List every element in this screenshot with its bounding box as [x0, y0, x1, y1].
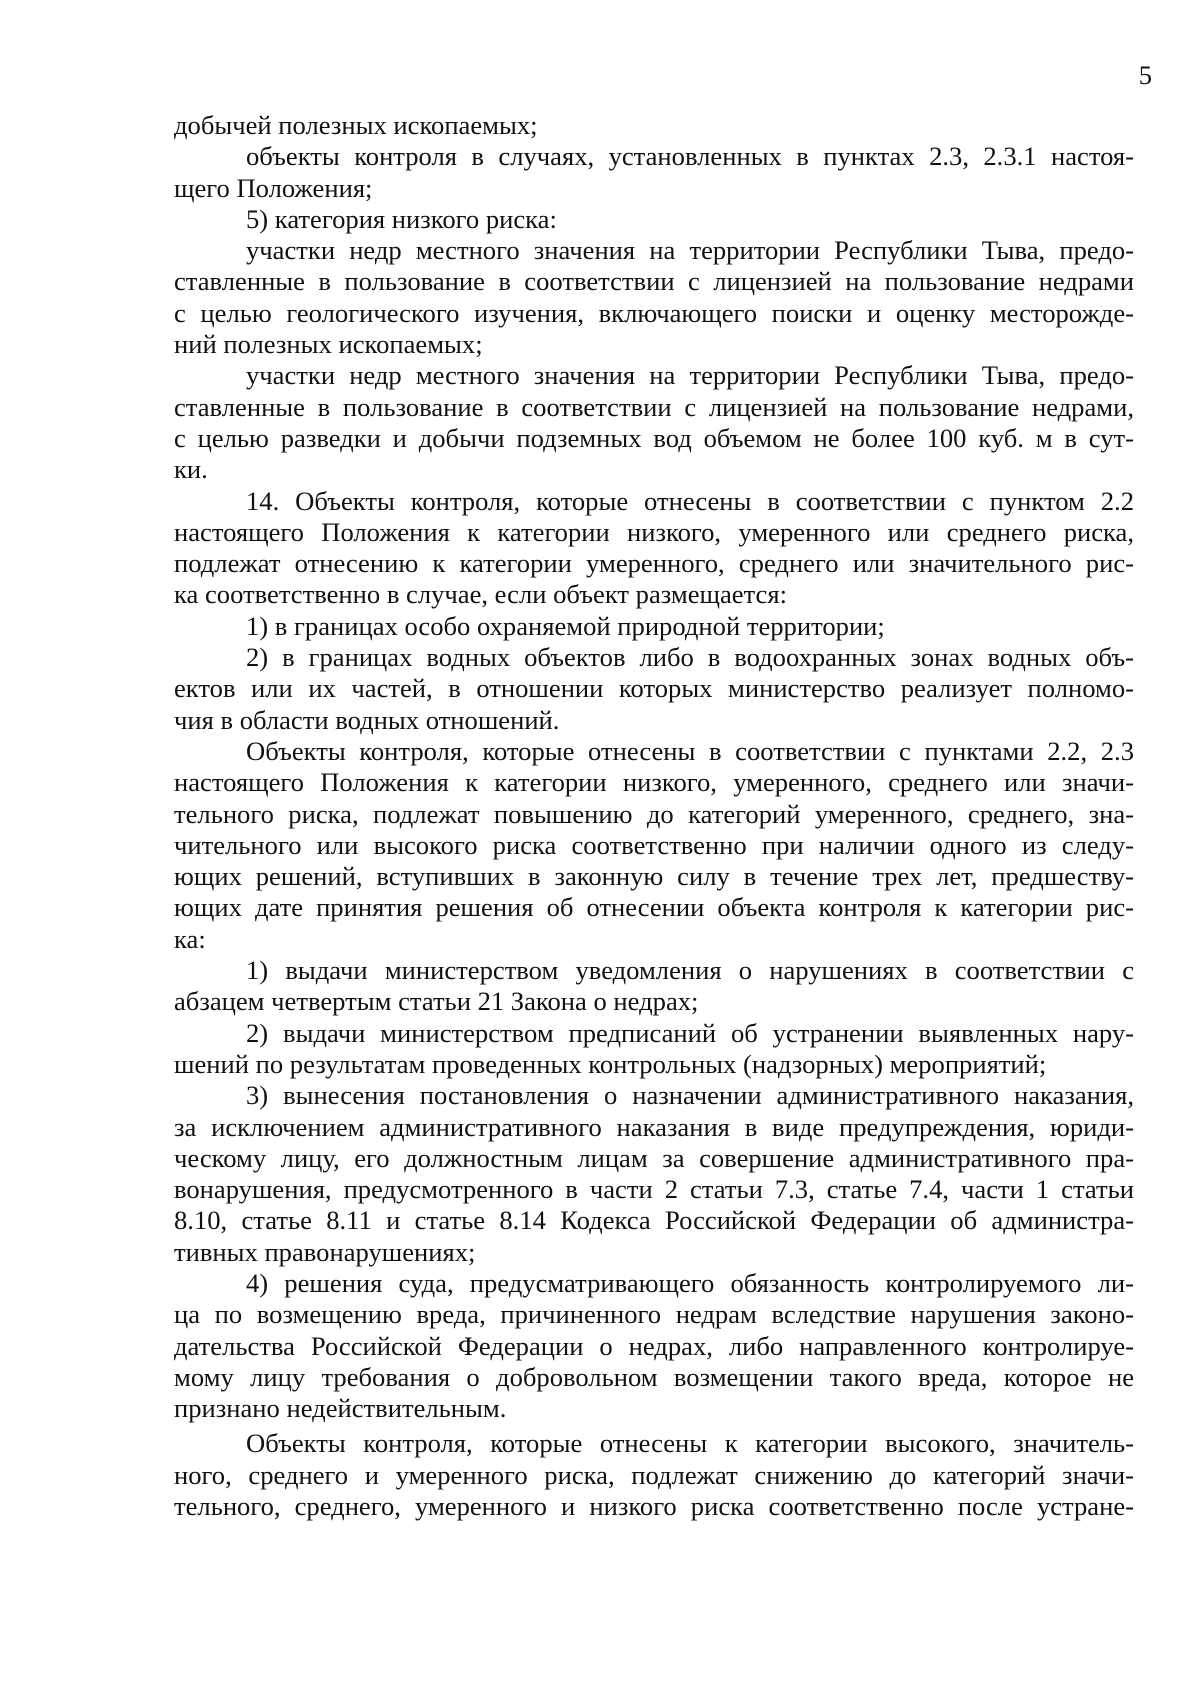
- text-line: Объекты контроля, которые отнесены в соответствии с пунктами 2.2, 2.3: [246, 735, 1134, 766]
- text-line: признано недействительным.: [174, 1393, 507, 1424]
- text-line: с целью разведки и добычи подземных вод объемом не более 100 куб. м в сут-: [174, 422, 1134, 453]
- text-line: с целью геологического изучения, включающего поиски и оценку месторожде-: [174, 297, 1134, 328]
- text-line: настоящего Положения к категории низкого, умеренного, среднего или значи-: [174, 767, 1134, 798]
- text-line: ющих решений, вступивших в законную силу в течение трех лет, предшеству-: [174, 861, 1134, 892]
- text-line: 1) в границах особо охраняемой природной территории;: [246, 610, 885, 641]
- text-line: настоящего Положения к категории низкого, умеренного или среднего риска,: [174, 516, 1134, 547]
- text-line: ца по возмещению вреда, причиненного недрам вследствие нарушения законо-: [174, 1299, 1134, 1330]
- text-line: ставленные в пользование в соответствии с лицензией на пользование недрами,: [174, 391, 1134, 422]
- text-line: щего Положения;: [174, 172, 373, 203]
- text-line: чительного или высокого риска соответственно при наличии одного из следу-: [174, 829, 1134, 860]
- text-line: 14. Объекты контроля, которые отнесены в соответствии с пунктом 2.2: [246, 485, 1134, 516]
- text-line: 3) вынесения постановления о назначении административного наказания,: [246, 1080, 1134, 1111]
- text-line: тивных правонарушениях;: [174, 1236, 476, 1267]
- text-line: участки недр местного значения на территории Республики Тыва, предо-: [246, 360, 1134, 391]
- text-line: 1) выдачи министерством уведомления о нарушениях в соответствии с: [246, 955, 1134, 986]
- text-line: объекты контроля в случаях, установленных в пунктах 2.3, 2.3.1 настоя-: [246, 141, 1134, 172]
- text-line: чия в области водных отношений.: [174, 704, 560, 735]
- text-line: 5) категория низкого риска:: [246, 203, 557, 234]
- text-line: Объекты контроля, которые отнесены к категории высокого, значитель-: [246, 1428, 1134, 1459]
- text-line: дательства Российской Федерации о недрах, либо направленного контролируе-: [174, 1330, 1134, 1361]
- text-line: вонарушения, предусмотренного в части 2 статьи 7.3, статье 7.4, части 1 статьи: [174, 1174, 1134, 1205]
- text-line: ческому лицу, его должностным лицам за совершение административного пра-: [174, 1142, 1134, 1173]
- text-line: 4) решения суда, предусматривающего обязанность контролируемого ли-: [246, 1267, 1134, 1298]
- text-line: тельного риска, подлежат повышению до категорий умеренного, среднего, зна-: [174, 798, 1134, 829]
- text-line: добычей полезных ископаемых;: [174, 110, 538, 140]
- text-line: ки.: [174, 454, 208, 485]
- text-line: ектов или их частей, в отношении которых министерство реализует полномо-: [174, 673, 1134, 704]
- text-line: ка соответственно в случае, если объект размещается:: [174, 579, 787, 610]
- text-line: за исключением административного наказания в виде предупреждения, юриди-: [174, 1111, 1134, 1142]
- text-line: абзацем четвертым статьи 21 Закона о недрах;: [174, 986, 699, 1017]
- text-line: ного, среднего и умеренного риска, подлежат снижению до категорий значи-: [174, 1459, 1134, 1490]
- text-line: мому лицу требования о добровольном возмещении такого вреда, которое не: [174, 1361, 1134, 1392]
- text-line: ющих дате принятия решения об отнесении объекта контроля к категории рис-: [174, 892, 1134, 923]
- text-line: участки недр местного значения на территории Республики Тыва, предо-: [246, 235, 1134, 266]
- text-line: 2) выдачи министерством предписаний об устранении выявленных нару-: [246, 1017, 1134, 1048]
- text-line: тельного, среднего, умеренного и низкого риска соответственно после устране-: [174, 1491, 1134, 1522]
- page-number: 5: [1138, 60, 1152, 90]
- text-line: 2) в границах водных объектов либо в водоохранных зонах водных объ-: [246, 642, 1134, 673]
- text-line: 8.10, статье 8.11 и статье 8.14 Кодекса Российской Федерации об администра-: [174, 1205, 1134, 1236]
- text-line: ка:: [174, 923, 206, 954]
- text-line: ний полезных ископаемых;: [174, 329, 483, 360]
- document-body: [174, 110, 1134, 1522]
- text-line: ставленные в пользование в соответствии с лицензией на пользование недрами: [174, 266, 1134, 297]
- text-line: подлежат отнесению к категории умеренного, среднего или значительного рис-: [174, 548, 1134, 579]
- text-line: шений по результатам проведенных контрольных (надзорных) мероприятий;: [174, 1048, 1047, 1079]
